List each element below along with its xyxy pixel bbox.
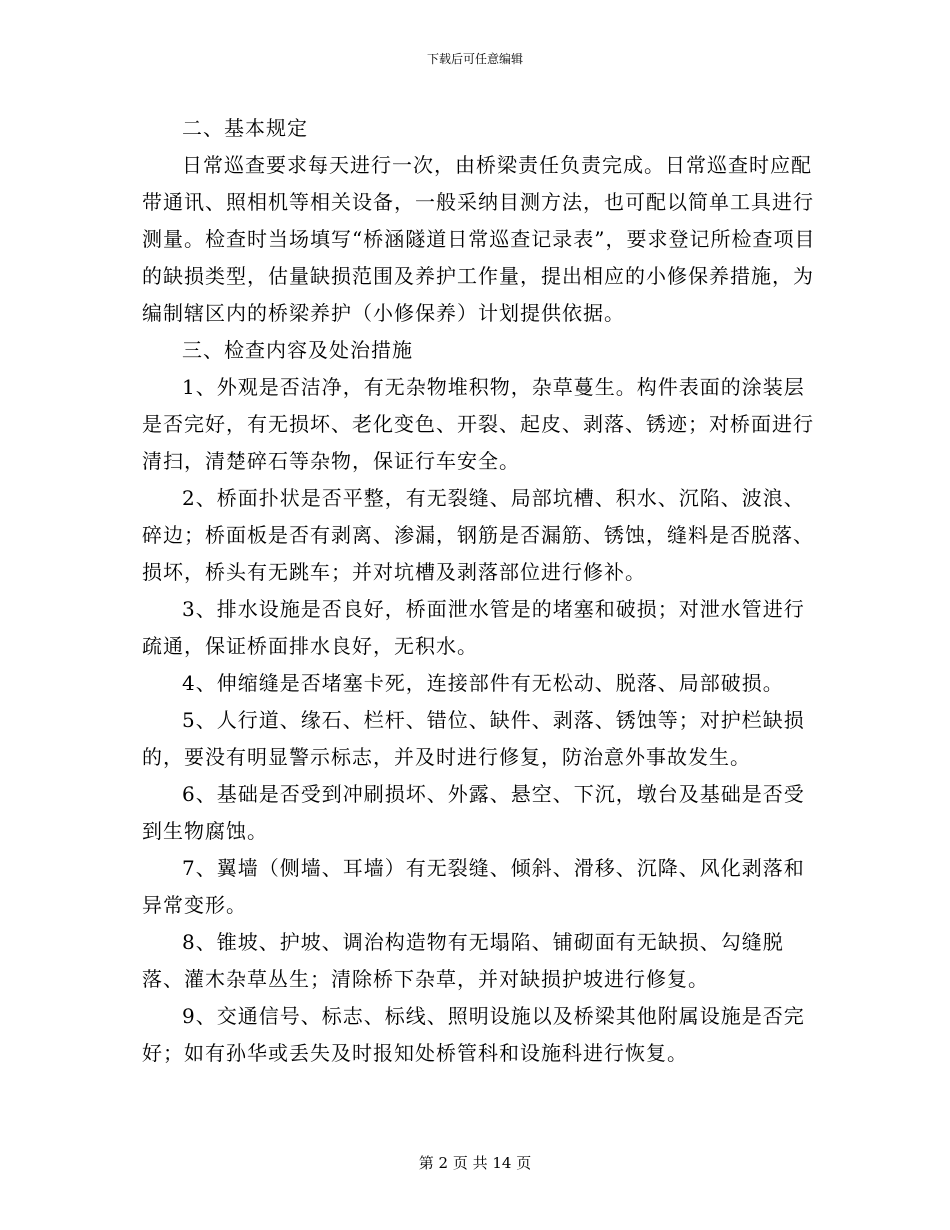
- section-heading-inspection-content: 三、检查内容及处治措施: [182, 338, 413, 362]
- item-appearance: 1、外观是否洁净，有无杂物堆积物，杂草蔓生。构件表面的涂装层是否完好，有无损坏、老化变色、开裂、起皮、剥落、锈迹；对桥面进行清扫，清楚碎石等杂物，保证行车安全。: [142, 375, 814, 473]
- page-header: 下载后可任意编辑: [426, 52, 523, 66]
- paragraph-daily-inspection: 日常巡查要求每天进行一次，由桥梁责任负责完成。日常巡查时应配带通讯、照相机等相关设备，一般采纳目测方法，也可配以简单工具进行测量。检查时当场填写“桥涵隧道日常巡查记录表”，要求登记所检查项目的缺损类型，估量缺损范围及养护工作量，提出相应的小修保养措施，为编制辖区内的桥梁养护（小修保养）计划提供依据。: [142, 153, 816, 325]
- item-sidewalk-railing: 5、人行道、缘石、栏杆、错位、缺件、剥落、锈蚀等；对护栏缺损的，要没有明显警示标志，并及时进行修复，防治意外事故发生。: [142, 708, 805, 769]
- section-heading-basic-rules: 二、基本规定: [182, 116, 308, 140]
- document-body: [142, 110, 822, 1072]
- item-traffic-facilities: 9、交通信号、标志、标线、照明设施以及桥梁其他附属设施是否完好；如有孙华或丢失及时报知处桥管科和设施科进行恢复。: [142, 1004, 805, 1065]
- item-foundation: 6、基础是否受到冲刷损坏、外露、悬空、下沉，墩台及基础是否受到生物腐蚀。: [142, 782, 805, 843]
- item-expansion-joint: 4、伸缩缝是否堵塞卡死，连接部件有无松动、脱落、局部破损。: [182, 671, 784, 695]
- item-wing-wall: 7、翼墙（侧墙、耳墙）有无裂缝、倾斜、滑移、沉降、风化剥落和异常变形。: [142, 856, 805, 917]
- page-number: 第 2 页 共 14 页: [418, 1154, 532, 1172]
- item-slope-protection: 8、锥坡、护坡、调治构造物有无塌陷、铺砌面有无缺损、勾缝脱落、灌木杂草丛生；清除桥下杂草，并对缺损护坡进行修复。: [142, 930, 784, 991]
- item-drainage: 3、排水设施是否良好，桥面泄水管是的堵塞和破损；对泄水管进行疏通，保证桥面排水良好，无积水。: [142, 597, 805, 658]
- item-deck-surface: 2、桥面扑状是否平整，有无裂缝、局部坑槽、积水、沉陷、波浪、碎边；桥面板是否有剥离、渗漏，钢筋是否漏筋、锈蚀，缝料是否脱落、损坏，桥头有无跳车；并对坑槽及剥落部位进行修补。: [142, 486, 814, 584]
